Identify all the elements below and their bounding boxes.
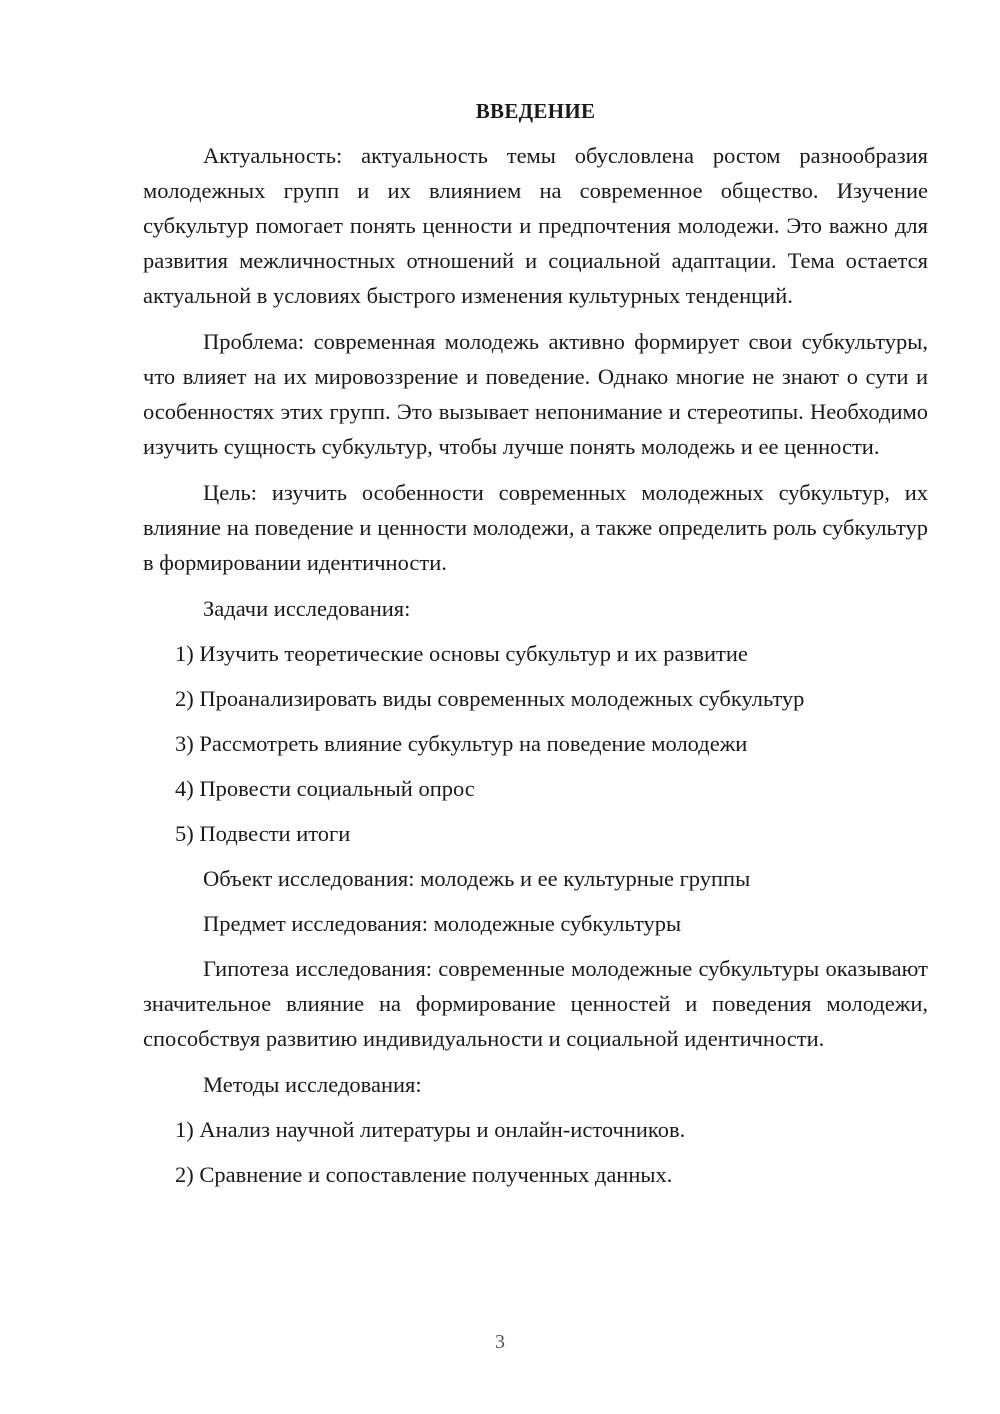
object-line: Объект исследования: молодежь и ее культурные группы <box>203 866 751 891</box>
list-item: 1) Изучить теоретические основы субкультур и их развитие <box>175 641 748 666</box>
section-title: ВВЕДЕНИЕ <box>475 99 596 123</box>
relevance-paragraph: Актуальность: актуальность темы обусловлена ростом разнообразия молодежных групп и их влиянием на современное общество. Изучение субкультур помогает понять ценности и предпочтения молодежи. Это важно для развития межличностных отношений и социальной адаптации. Тема остается актуальной в условиях быстрого изменения культурных тенденций. <box>143 143 928 308</box>
methods-heading: Методы исследования: <box>203 1072 422 1097</box>
subject-line: Предмет исследования: молодежные субкультуры <box>203 911 682 936</box>
list-item: 4) Провести социальный опрос <box>175 776 475 801</box>
hypothesis-paragraph: Гипотеза исследования: современные молодежные субкультуры оказывают значительное влияние на формирование ценностей и поведения молодежи, способствуя развитию индивидуальности и социальной идентичности. <box>143 956 928 1051</box>
goal-paragraph: Цель: изучить особенности современных молодежных субкультур, их влияние на поведение и ценности молодежи, а также определить роль субкультур в формировании идентичности. <box>143 480 928 575</box>
list-item: 3) Рассмотреть влияние субкультур на поведение молодежи <box>175 731 748 756</box>
list-item: 5) Подвести итоги <box>175 821 351 846</box>
document-page <box>143 96 928 1192</box>
list-item: 1) Анализ научной литературы и онлайн-источников. <box>175 1117 686 1142</box>
page-number: 3 <box>495 1331 505 1353</box>
list-item: 2) Сравнение и сопоставление полученных данных. <box>175 1162 673 1187</box>
tasks-heading: Задачи исследования: <box>203 596 411 621</box>
problem-paragraph: Проблема: современная молодежь активно формирует свои субкультуры, что влияет на их мировоззрение и поведение. Однако многие не знают о сути и особенностях этих групп. Это вызывает непонимание и стереотипы. Необходимо изучить сущность субкультур, чтобы лучше понять молодежь и ее ценности. <box>143 329 928 459</box>
list-item: 2) Проанализировать виды современных молодежных субкультур <box>175 686 805 711</box>
